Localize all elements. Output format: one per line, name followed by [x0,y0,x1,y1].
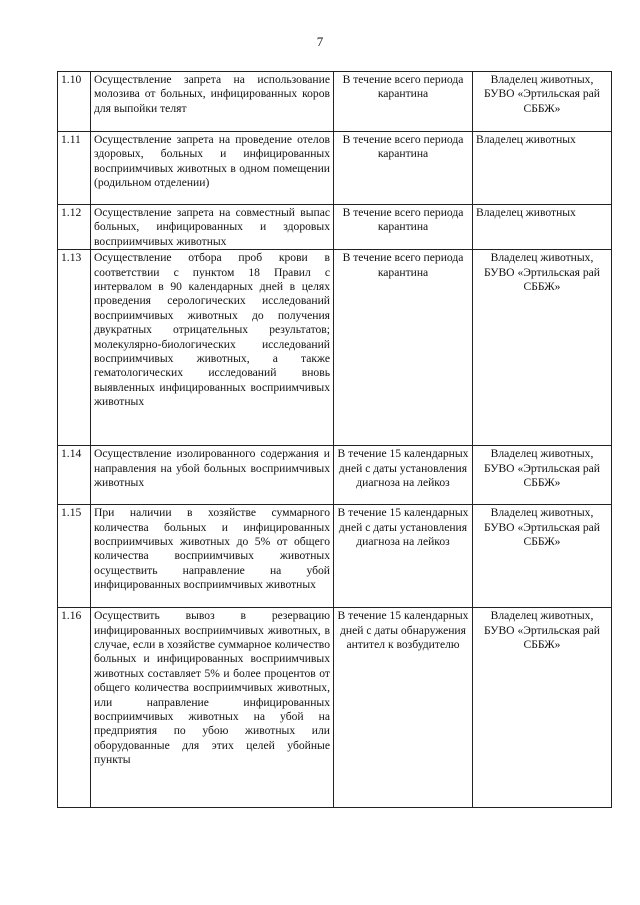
dot-mark [201,759,204,762]
measure-text: Осуществление запрета на совместный выпас больных, инфицированных и здоровых восприимчивых животных [91,205,334,250]
measure-cell [91,608,334,808]
term-text: В течение всего периода карантина [334,72,473,132]
measure-text: Осуществление изолированного содержания и направления на убой больных восприимчивых животных [91,446,334,505]
term-text: В течение всего периода карантина [334,250,473,446]
table-row [58,132,612,205]
row-number: 1.14 [58,446,91,505]
table-row [58,205,612,250]
term-text: В течение всего периода карантина [334,205,473,250]
table-row [58,446,612,505]
responsible-text: Владелец животных, БУВО «Эртильская рай СББЖ» [473,446,612,505]
page-number: 7 [316,34,324,49]
measures-table [57,71,612,808]
responsible-text: Владелец животных, БУВО «Эртильская рай СББЖ» [473,72,612,132]
term-text: В течение 15 календарных дней с даты установления диагноза на лейкоз [334,505,473,608]
measure-text: Осуществить вывоз в резервацию инфицированных восприимчивых животных, в случае, если в хозяйстве суммарное количество больных и инфицированных восприимчивых животных составляет 5% и более процентов от общего количества восприимчивых животных, или направление инфицированных восприимчивых животных на убой на предприятия по убою животных или оборудованные для этих целей убойные пункты [94,609,330,767]
table-row [58,72,612,132]
measure-text: Осуществление отбора проб крови в соответствии с пунктом 18 Правил с интервалом в 90 календарных дней в целях проведения серологических исследований восприимчивых животных до получения двукратных отрицательных результатов; молекулярно-биологических исследований восприимчивых животных, а также гематологических исследований вновь выявленных инфицированных восприимчивых животных [91,250,334,446]
term-text: В течение всего периода карантина [334,132,473,205]
row-number: 1.13 [58,250,91,446]
responsible-text: Владелец животных [473,205,612,250]
responsible-text: Владелец животных, БУВО «Эртильская рай СББЖ» [473,250,612,446]
responsible-text: Владелец животных [473,132,612,205]
measure-text: При наличии в хозяйстве суммарного количества больных и инфицированных восприимчивых животных до 5% от общего количества восприимчивых животных осуществить направление на убой инфицированных восприимчивых животных [91,505,334,608]
measure-text: Осуществление запрета на проведение отелов здоровых, больных и инфицированных восприимчивых животных в одном помещении (родильном отделении) [91,132,334,205]
responsible-text: Владелец животных, БУВО «Эртильская рай СББЖ» [473,608,612,808]
table-row [58,505,612,608]
row-number: 1.16 [58,608,91,808]
row-number: 1.12 [58,205,91,250]
term-text: В течение 15 календарных дней с даты обнаружения антител к возбудителю [334,608,473,808]
row-number: 1.10 [58,72,91,132]
measure-text: Осуществление запрета на использование молозива от больных, инфицированных коров для выпойки телят [91,72,334,132]
table-row [58,250,612,446]
row-number: 1.11 [58,132,91,205]
table-row [58,608,612,808]
row-number: 1.15 [58,505,91,608]
term-text: В течение 15 календарных дней с даты установления диагноза на лейкоз [334,446,473,505]
responsible-text: Владелец животных, БУВО «Эртильская рай СББЖ» [473,505,612,608]
